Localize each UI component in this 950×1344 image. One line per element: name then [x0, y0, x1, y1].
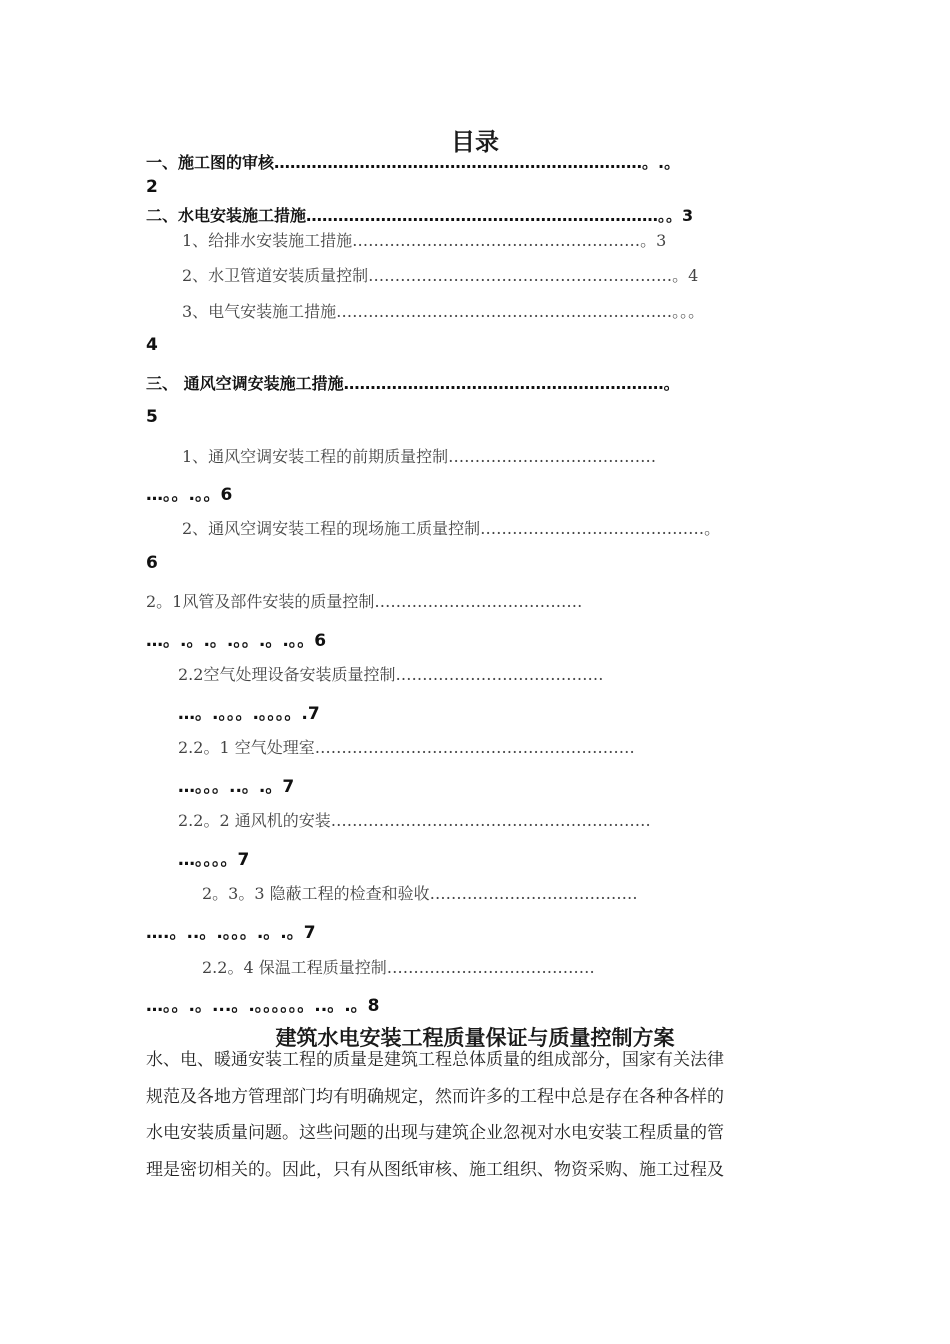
toc-entry-2-1: 1、给排水安装施工措施………………………………………………。3: [182, 231, 667, 250]
toc-entry-1: 一、施工图的审核……………………………………………………………。.。: [146, 153, 681, 172]
toc-page-2-2-1: …。。。..。.。7: [178, 777, 295, 797]
body-paragraph: [146, 1042, 806, 1188]
toc-page-2-3: 4: [146, 335, 158, 355]
paragraph-line: 水、电、暖通安装工程的质量是建筑工程总体质量的组成部分，国家有关法律: [146, 1050, 724, 1070]
toc-entry-2-3-3: 2。3。3 隐蔽工程的检查和验收…………………………………: [202, 884, 638, 903]
paragraph-line: 理是密切相关的。因此，只有从图纸审核、施工组织、物资采购、施工过程及: [146, 1159, 724, 1180]
toc-page-1: 2: [146, 177, 158, 197]
toc-page-2-2-sub: …。.。。。.。。。。.7: [178, 704, 320, 724]
toc-page-3-1: …。。.。。6: [146, 485, 233, 505]
toc-entry-2-3: 3、电气安装施工措施………………………………………………………。。。: [182, 302, 705, 321]
toc-page-2-2-4: …。。.。...。.。。。。。。..。.。8: [146, 996, 380, 1016]
toc-entry-3: 三、 通风空调安装施工措施……………………………………………………。: [146, 374, 680, 393]
toc-entry-2-2-sub: 2.2空气处理设备安装质量控制…………………………………: [178, 665, 604, 684]
toc-entry-3-1: 1、通风空调安装工程的前期质量控制…………………………………: [182, 447, 657, 466]
paragraph-line: 水电安装质量问题。这些问题的出现与建筑企业忽视对水电安装工程质量的管: [146, 1123, 724, 1143]
toc-entry-2: 二、水电安装施工措施…………………………………………………………。。3: [146, 206, 694, 225]
toc-page-3-2: 6: [146, 553, 158, 573]
toc-entry-2-2: 2、水卫管道安装质量控制…………………………………………………。4: [182, 266, 699, 285]
toc-entry-2-2-1: 2.2。1 空气处理室……………………………………………………: [178, 738, 635, 757]
toc-entry-2-1-sub: 2。1风管及部件安装的质量控制…………………………………: [146, 592, 583, 611]
toc-page-2-3-3: ….。..。.。。。.。.。7: [146, 923, 316, 943]
toc-entry-3-2: 2、通风空调安装工程的现场施工质量控制……………………………………。: [182, 519, 721, 538]
toc-title: 目录: [451, 127, 499, 156]
paragraph-line: 规范及各地方管理部门均有明确规定，然而许多的工程中总是存在各种各样的: [146, 1086, 724, 1107]
toc-page-2-2-2: …。。。。7: [178, 850, 250, 870]
toc-entry-2-2-4: 2.2。4 保温工程质量控制…………………………………: [202, 958, 595, 977]
toc-entry-2-2-2: 2.2。2 通风机的安装……………………………………………………: [178, 811, 651, 830]
document-title: 建筑水电安装工程质量保证与质量控制方案: [275, 1025, 675, 1050]
toc-page-2-1-sub: …。.。.。.。。.。.。。6: [146, 631, 327, 651]
toc-page-3: 5: [146, 407, 158, 427]
